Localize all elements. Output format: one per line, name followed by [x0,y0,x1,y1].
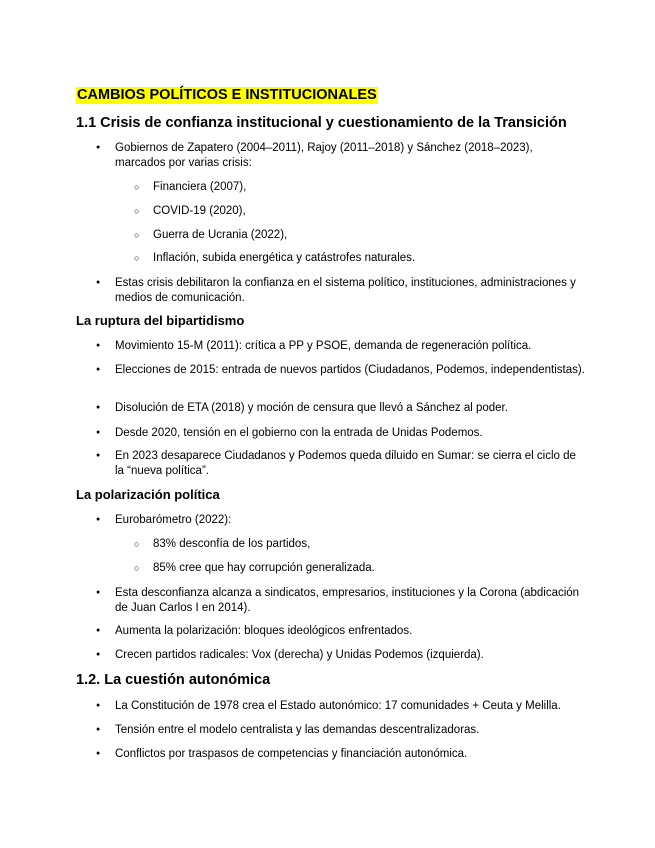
list-item: ● La Constitución de 1978 crea el Estado autonómico: 17 comunidades + Ceuta y Melilla. [115,699,585,714]
list-item: ● Gobiernos de Zapatero (2004–2011), Rajoy (2011–2018) y Sánchez (2018–2023), marcados por varias crisis: [115,141,585,170]
list-item: ● Disolución de ETA (2018) y moción de censura que llevó a Sánchez al poder. [115,401,585,416]
list-item: ● Eurobarómetro (2022): [115,513,585,528]
sub-list-item: ○ Inflación, subida energética y catástrofes naturales. [153,251,583,266]
list-item: ● Conflictos por traspasos de competencias y financiación autonómica. [115,747,585,762]
section-heading-bipartidismo: La ruptura del bipartidismo [76,313,245,328]
list-item: ● Tensión entre el modelo centralista y las demandas descentralizadoras. [115,723,585,738]
section-heading-1-1: 1.1 Crisis de confianza institucional y cuestionamiento de la Transición [76,115,567,131]
list-item: ● Desde 2020, tensión en el gobierno con la entrada de Unidas Podemos. [115,426,585,441]
list-item: ● Esta desconfianza alcanza a sindicatos, empresarios, instituciones y la Corona (abdicación de Juan Carlos I en 2014). [115,586,585,615]
list-item: ● Elecciones de 2015: entrada de nuevos partidos (Ciudadanos, Podemos, independentistas). [115,363,585,378]
list-item: ● Movimiento 15-M (2011): crítica a PP y PSOE, demanda de regeneración política. [115,339,585,354]
sub-list-item: ○ 85% cree que hay corrupción generalizada. [153,561,583,576]
sub-list-item: ○ 83% desconfía de los partidos, [153,537,583,552]
sub-list-item: ○ COVID-19 (2020), [153,204,583,219]
list-item: ● Estas crisis debilitaron la confianza en el sistema político, instituciones, administraciones y medios de comunicación. [115,276,585,305]
list-item: ● Crecen partidos radicales: Vox (derecha) y Unidas Podemos (izquierda). [115,648,585,663]
sub-list-item: ○ Guerra de Ucrania (2022), [153,228,583,243]
section-heading-1-2: 1.2. La cuestión autonómica [76,672,271,688]
list-item: ● En 2023 desaparece Ciudadanos y Podemos queda diluido en Sumar: se cierra el ciclo de la “nueva política”. [115,449,585,478]
document-title: CAMBIOS POLÍTICOS E INSTITUCIONALES [77,87,377,103]
sub-list-item: ○ Financiera (2007), [153,180,583,195]
section-heading-polarizacion: La polarización política [76,487,220,502]
list-item: ● Aumenta la polarización: bloques ideológicos enfrentados. [115,624,585,639]
